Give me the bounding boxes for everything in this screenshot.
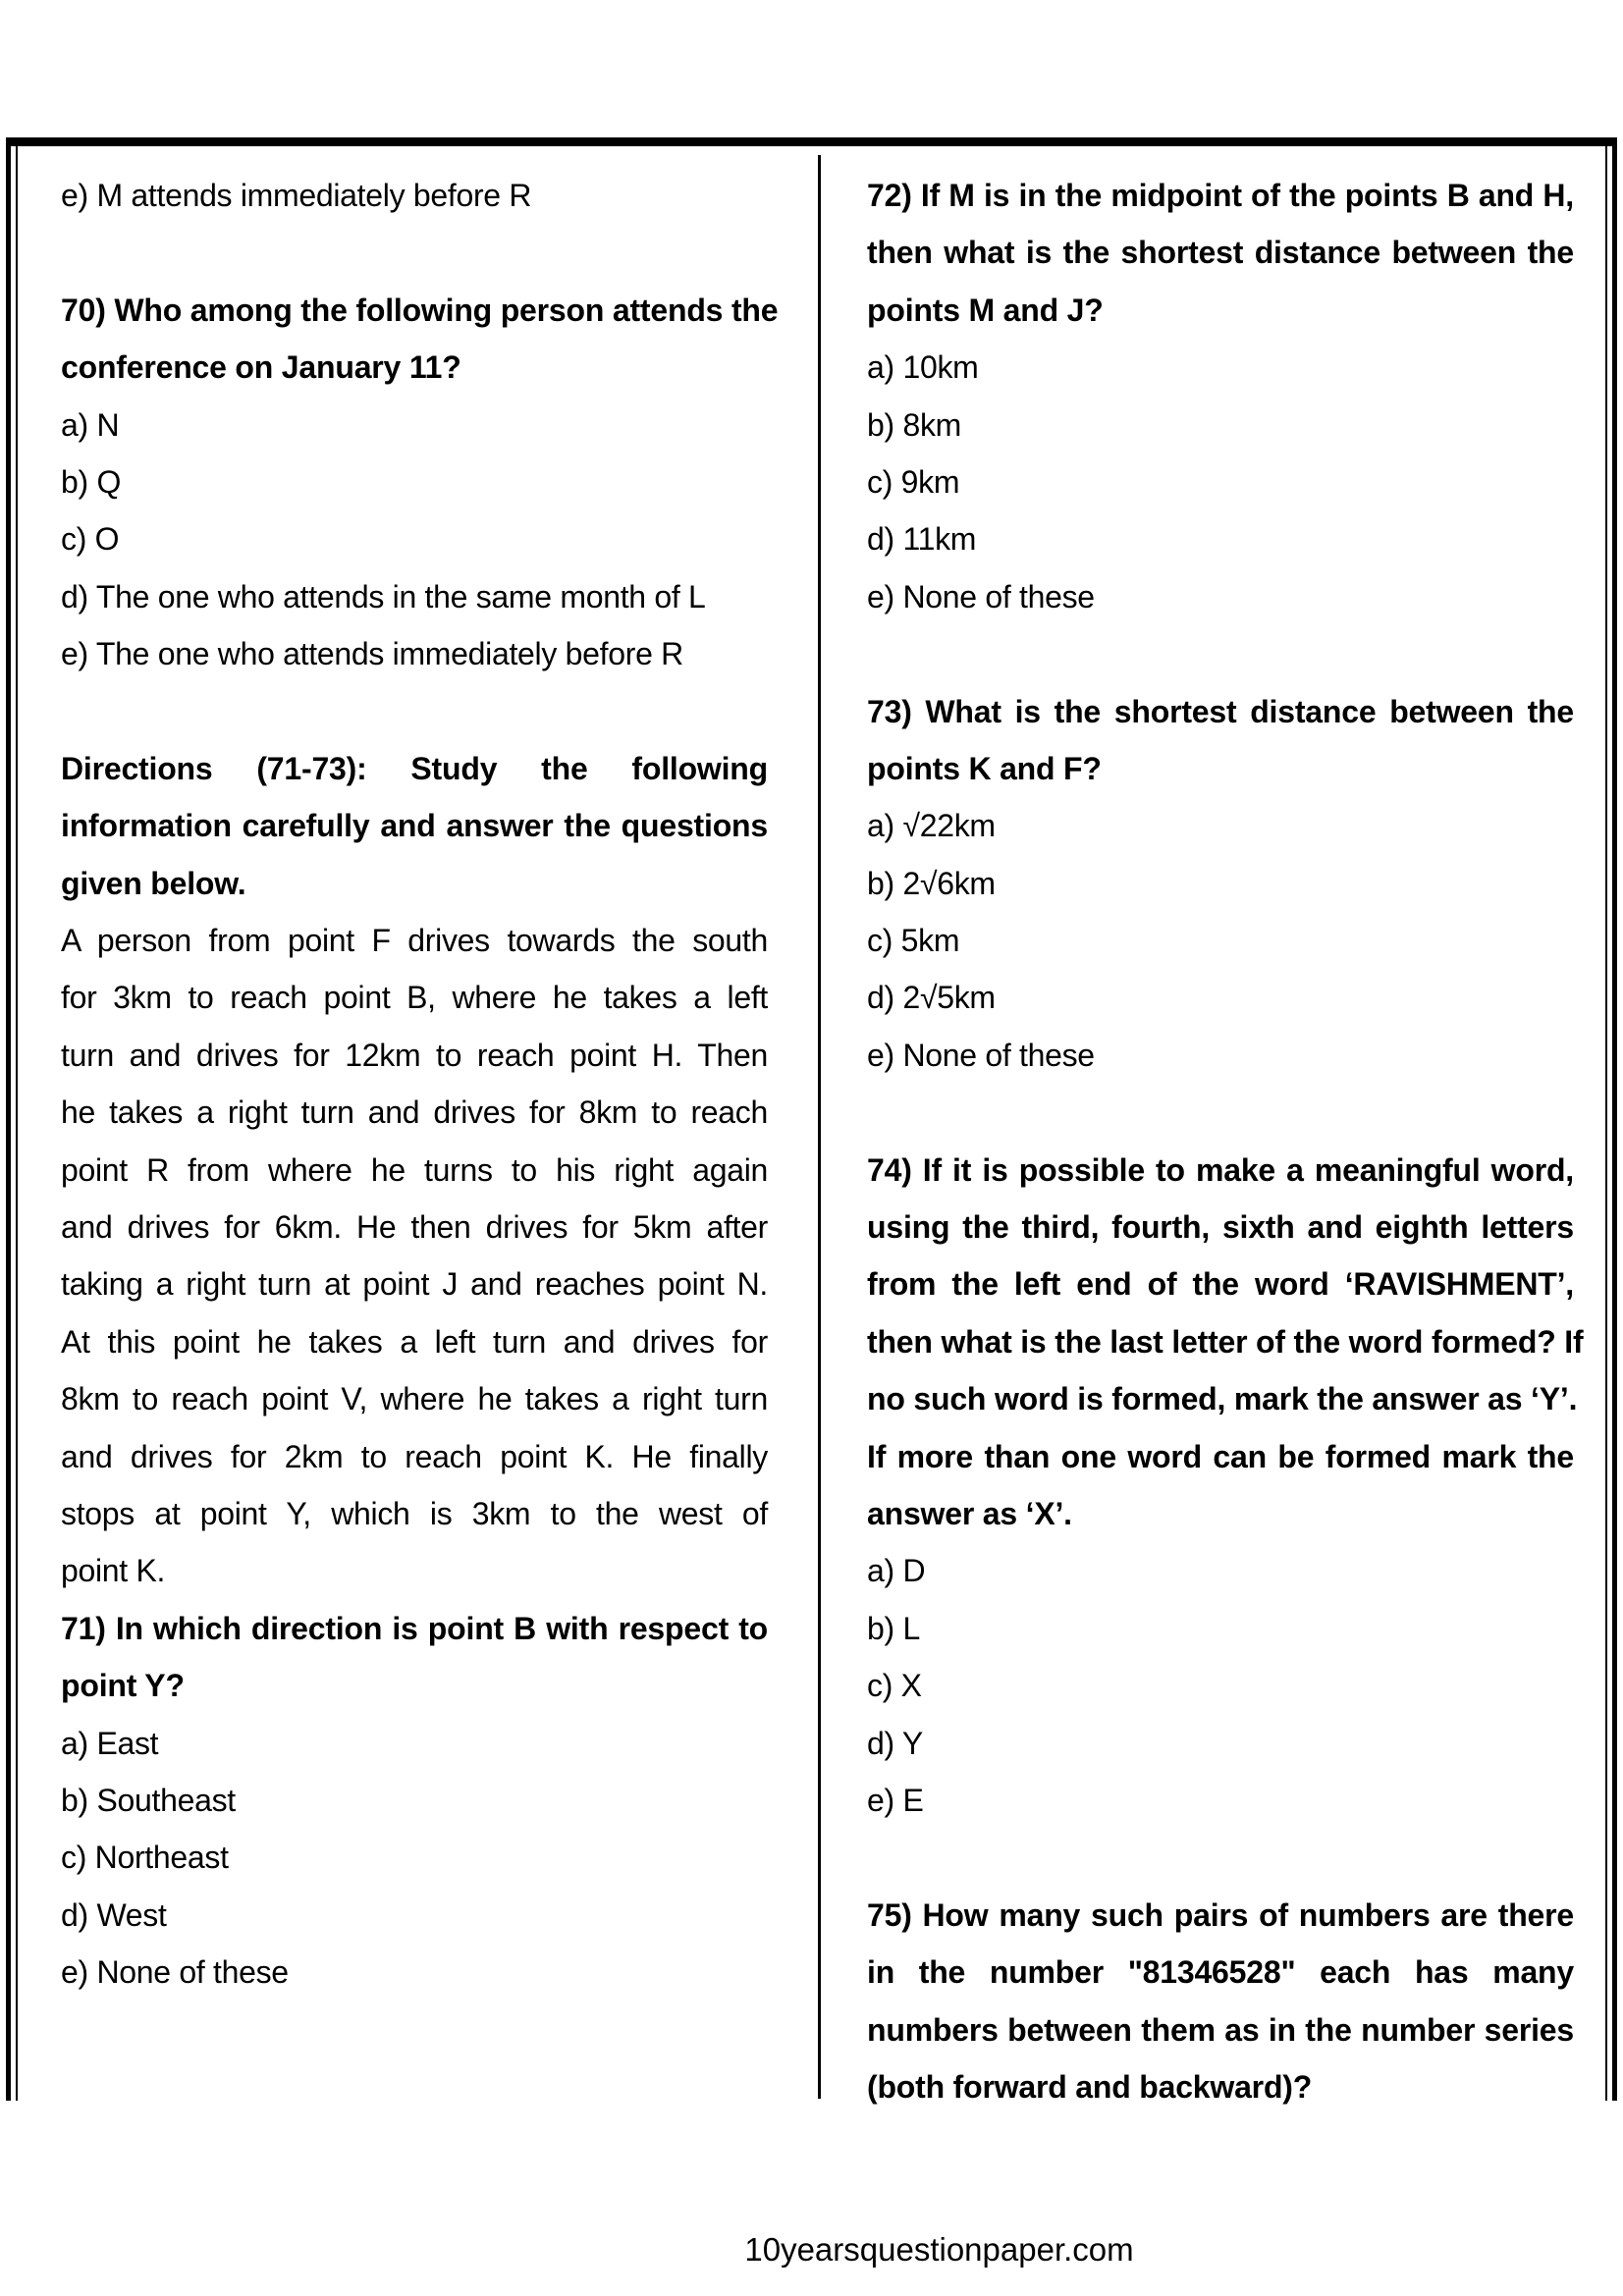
right-border-rule (1612, 137, 1617, 2101)
question-text: point Y? (61, 1668, 185, 1704)
column-divider (818, 155, 821, 2099)
option-e: e) None of these (61, 1954, 289, 1991)
question-text: no such word is formed, mark the answer as ‘Y’. (867, 1381, 1578, 1417)
option-c: c) 5km (867, 923, 960, 959)
page-frame (0, 137, 1623, 2105)
question-74 (867, 1142, 1584, 1830)
question-text: points M and J? (867, 292, 1104, 328)
passage-line: A person from point F drives towards the south (61, 923, 768, 959)
q69-option-e: e) M attends immediately before R (61, 178, 532, 213)
directions-heading: Directions (71-73): Study the following (61, 750, 768, 786)
question-text: then what is the shortest distance between the (867, 235, 1574, 271)
question-text: 73) What is the shortest distance between the (867, 693, 1574, 729)
question-text: from the left end of the word ‘RAVISHMENT’, (867, 1266, 1574, 1303)
question-72 (867, 167, 1574, 625)
passage-line: for 3km to reach point B, where he takes a left (61, 980, 768, 1016)
option-b: b) Southeast (61, 1782, 236, 1818)
passage-line: point R from where he turns to his right again (61, 1151, 768, 1188)
question-text: numbers between them as in the number series (867, 2011, 1574, 2048)
right-inner-border-rule (1605, 137, 1607, 2101)
left-border-rule (6, 137, 11, 2101)
question-70 (61, 282, 779, 683)
directions-71-73 (61, 740, 768, 1600)
option-e: e) None of these (867, 578, 1095, 614)
passage-line: taking a right turn at point J and reaches point N. (61, 1266, 768, 1303)
question-text: in the number "81346528" each has many (867, 1954, 1574, 1991)
option-c: c) O (61, 521, 120, 558)
option-b: b) 2√6km (867, 865, 996, 901)
question-text: 71) In which direction is point B with respect to (61, 1610, 768, 1646)
option-a: a) √22km (867, 808, 996, 844)
passage-line: point K. (61, 1553, 166, 1589)
option-a: a) 10km (867, 349, 979, 386)
option-c: c) 9km (867, 463, 960, 500)
question-text: (both forward and backward)? (867, 2068, 1313, 2105)
question-text: 70) Who among the following person attends the (61, 292, 779, 328)
option-a: a) D (867, 1553, 926, 1589)
option-d: d) 11km (867, 521, 977, 558)
question-text: points K and F? (867, 750, 1102, 786)
option-b: b) 8km (867, 406, 961, 443)
option-b: b) L (867, 1610, 920, 1646)
passage-line: At this point he takes a left turn and drives for (61, 1323, 768, 1360)
option-e: e) The one who attends immediately before R (61, 636, 683, 672)
option-c: c) X (867, 1668, 922, 1704)
question-text: 75) How many such pairs of numbers are there (867, 1896, 1574, 1933)
passage-line: and drives for 6km. He then drives for 5km after (61, 1209, 768, 1246)
option-d: d) The one who attends in the same month of L (61, 578, 706, 614)
left-inner-border-rule (16, 137, 18, 2101)
right-column (867, 167, 1584, 2115)
question-text: If more than one word can be formed mark the (867, 1438, 1574, 1474)
option-d: d) Y (867, 1725, 923, 1761)
question-text: conference on January 11? (61, 349, 461, 386)
question-text: using the third, fourth, sixth and eighth letters (867, 1209, 1574, 1246)
question-71 (61, 1600, 768, 2002)
question-text: 72) If M is in the midpoint of the points B and H, (867, 178, 1574, 213)
footer-site: 10yearsquestionpaper.com (744, 2231, 1134, 2268)
option-c: c) Northeast (61, 1840, 229, 1876)
left-column (61, 167, 779, 2002)
question-text: 74) If it is possible to make a meaningful word, (867, 1151, 1574, 1188)
passage-line: and drives for 2km to reach point K. He finally (61, 1438, 768, 1474)
question-text: answer as ‘X’. (867, 1495, 1072, 1531)
question-75 (867, 1887, 1574, 2116)
option-d: d) 2√5km (867, 980, 996, 1016)
passage-line: he takes a right turn and drives for 8km to reach (61, 1095, 768, 1131)
top-border-rule (6, 137, 1617, 146)
question-73 (867, 683, 1574, 1085)
option-b: b) Q (61, 463, 122, 500)
option-e: e) E (867, 1782, 924, 1818)
option-d: d) West (61, 1896, 167, 1933)
directions-heading: information carefully and answer the questions (61, 808, 768, 844)
option-e: e) None of these (867, 1037, 1095, 1073)
passage-line: turn and drives for 12km to reach point H. Then (61, 1037, 768, 1073)
option-a: a) East (61, 1725, 159, 1761)
directions-heading: given below. (61, 865, 246, 901)
passage-line: stops at point Y, which is 3km to the west of (61, 1495, 768, 1531)
question-text: then what is the last letter of the word formed? If (867, 1323, 1584, 1360)
passage-line: 8km to reach point V, where he takes a right turn (61, 1381, 768, 1417)
option-a: a) N (61, 406, 120, 443)
